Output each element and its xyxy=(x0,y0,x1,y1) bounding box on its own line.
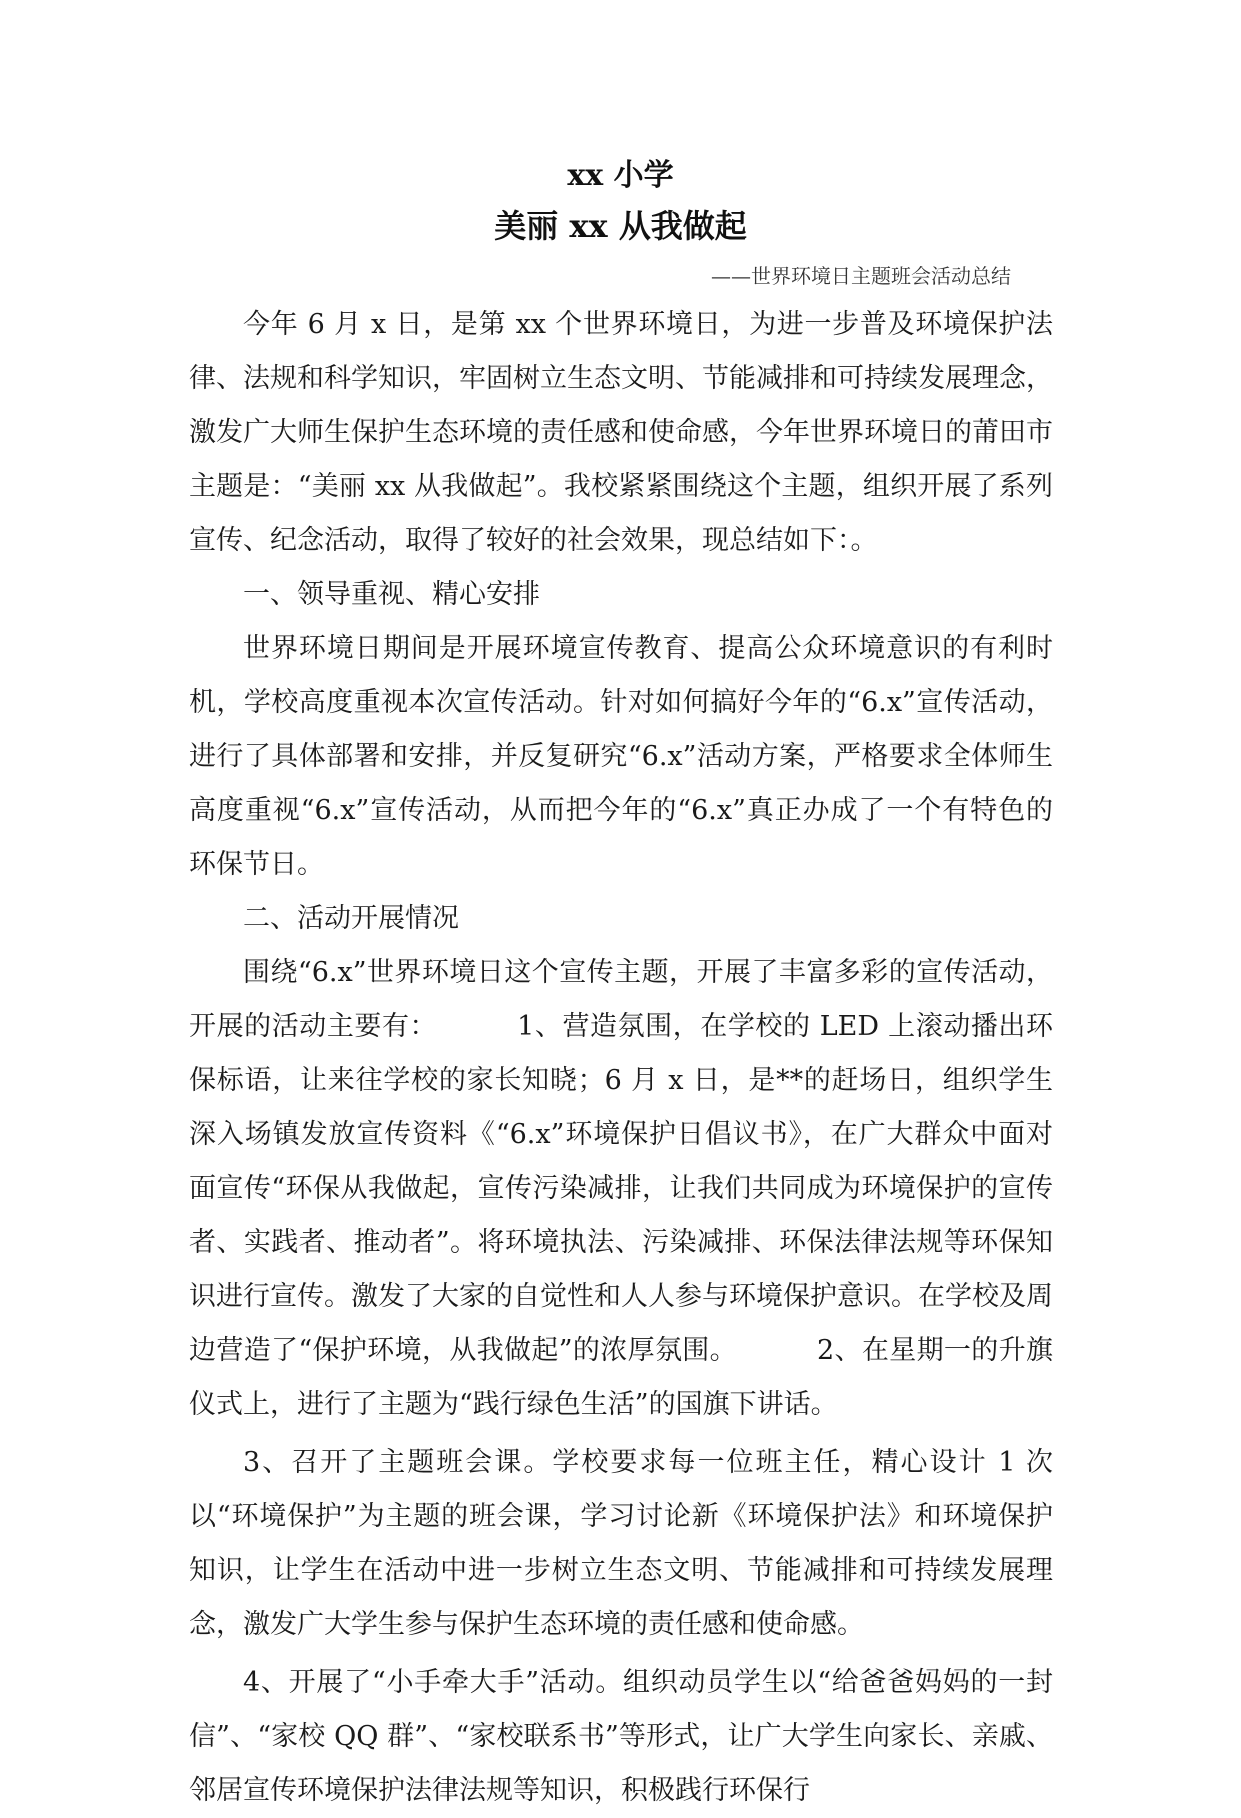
item-2-text: 2、在星期一的升旗仪式上，进行了主题为“践行绿色生活”的国旗下讲话。 xyxy=(189,1335,1053,1420)
item-1-text: 1、营造氛围，在学校的 LED 上滚动播出环保标语，让来往学校的家长知晓；6 月 x 日，是**的赶场日，组织学生深入场镇发放宣传资料《“6.x”环境保护日倡议书》，在广大群众中面对面宣传“环保从我做起，宣传污染减排，让我们共同成为环境保护的宣传者、实践者、推动者”。将环境执法、污染减排、环保法律法规等环保知识进行宣传。激发了大家的自觉性和人人参与环境保护意识。在学校及周边营造了“保护环境，从我做起”的浓厚氛围。 xyxy=(189,1011,1053,1366)
section-2-heading: 二、活动开展情况 xyxy=(243,903,459,934)
section-1-paragraph: 世界环境日期间是开展环境宣传教育、提高公众环境意识的有利时机，学校高度重视本次宣传活动。针对如何搞好今年的“6.x”宣传活动，进行了具体部署和安排，并反复研究“6.x”活动方案，严格要求全体师生高度重视“6.x”宣传活动，从而把今年的“6.x”真正办成了一个有特色的环保节日。 xyxy=(189,633,1053,880)
section-1-heading: 一、领导重视、精心安排 xyxy=(243,579,540,610)
section-2-lead: 围绕“6.x”世界环境日这个宣传主题，开展了丰富多彩的宣传活动，开展的活动主要有： xyxy=(189,957,1053,1042)
document-body xyxy=(189,298,1053,1818)
item-4-paragraph: 4、开展了“小手牵大手”活动。组织动员学生以“给爸爸妈妈的一封信”、“家校 QQ 群”、“家校联系书”等形式，让广大学生向家长、亲戚、邻居宣传环境保护法律法规等知识，积极践行环保行 xyxy=(189,1667,1053,1806)
section-2-paragraph xyxy=(189,946,1053,1432)
intro-paragraph: 今年 6 月 x 日，是第 xx 个世界环境日，为进一步普及环境保护法律、法规和科学知识，牢固树立生态文明、节能减排和可持续发展理念，激发广大师生保护生态环境的责任感和使命感，今年世界环境日的莆田市主题是：“美丽 xx 从我做起”。我校紧紧围绕这个主题，组织开展了系列宣传、纪念活动，取得了较好的社会效果，现总结如下：。 xyxy=(189,309,1053,556)
document-subtitle: ——世界环境日主题班会活动总结 xyxy=(711,264,1011,288)
school-name: xx 小学 xyxy=(567,158,674,193)
item-3-paragraph: 3、召开了主题班会课。学校要求每一位班主任，精心设计 1 次以“环境保护”为主题的班会课，学习讨论新《环境保护法》和环境保护知识，让学生在活动中进一步树立生态文明、节能减排和可持续发展理念，激发广大学生参与保护生态环境的责任感和使命感。 xyxy=(189,1447,1053,1640)
document-title: 美丽 xx 从我做起 xyxy=(494,207,747,245)
